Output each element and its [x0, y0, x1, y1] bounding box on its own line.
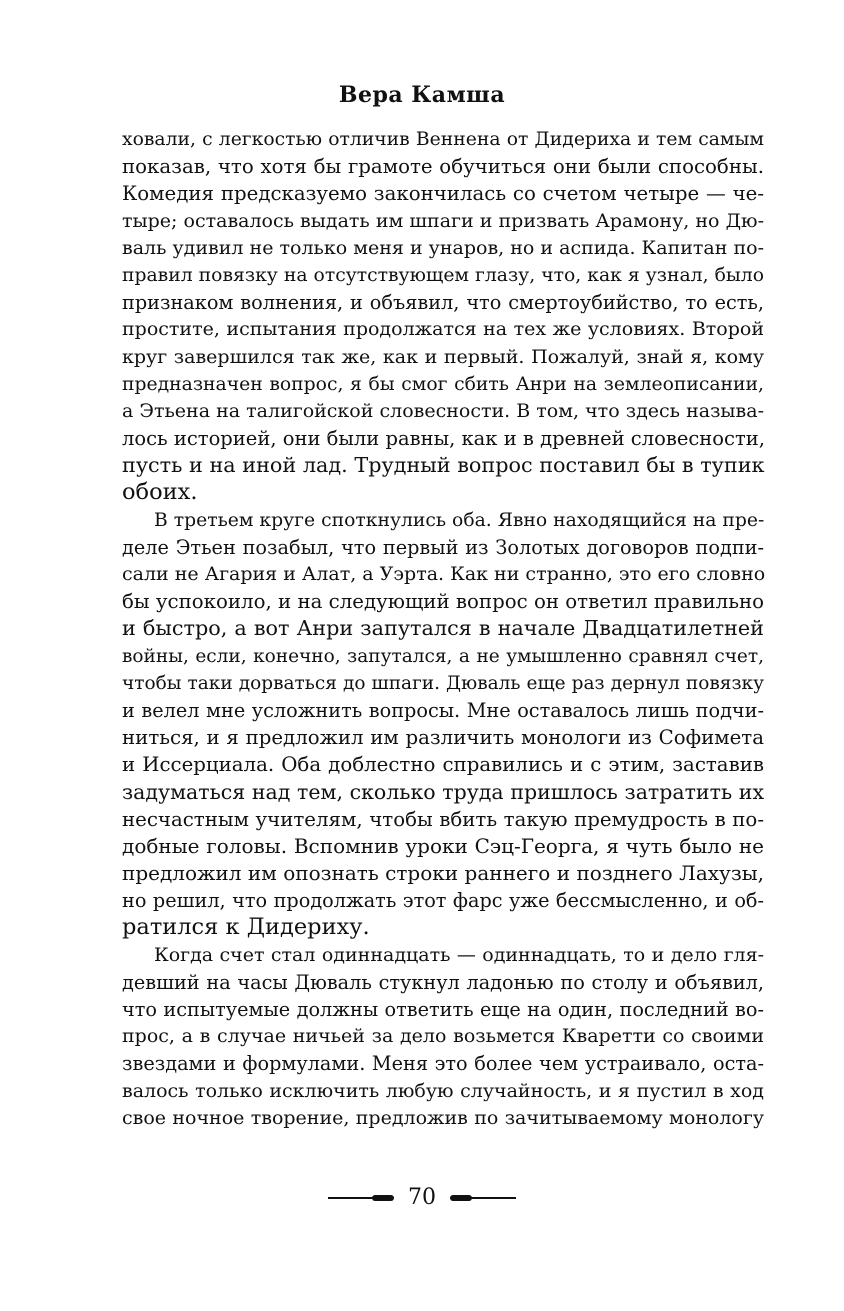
- text-line: В третьем круге споткнулись оба. Явно находящийся на пре-: [154, 509, 765, 531]
- text-line: но решил, что продолжать этот фарс уже бессмысленно, и об-: [122, 889, 764, 913]
- text-line: что испытуемые должны ответить еще на один, последний во-: [122, 998, 764, 1021]
- text-line: Когда счет стал одиннадцать — одиннадцать, то и дело гля-: [154, 943, 764, 966]
- text-line: Комедия предсказуемо закончилась со счетом четыре — че-: [122, 182, 764, 206]
- text-line: круг завершился так же, как и первый. Пожалуй, знай я, кому: [122, 345, 764, 368]
- paragraph: [122, 507, 764, 942]
- text-line: ратился к Дидериху.: [122, 914, 370, 941]
- text-line: девший на часы Дюваль стукнул ладонью по столу и объявил,: [122, 970, 764, 994]
- text-line: чтобы таки дорваться до шпаги. Дюваль еще раз дернул повязку: [122, 672, 764, 694]
- running-head-author: Вера Камша: [338, 82, 506, 108]
- text-line: добные головы. Вспомнив уроки Сэц-Георга, я чуть было не: [122, 833, 764, 858]
- folio-ornament-right: [450, 1195, 516, 1201]
- paragraph: [122, 126, 764, 507]
- text-line: лось историей, они были равны, как и в древней словесности,: [122, 427, 765, 451]
- text-line: тыре; оставалось выдать им шпаги и призвать Арамону, но Дю-: [122, 209, 764, 232]
- text-line: сали не Агария и Алат, а Уэрта. Как ни странно, это его словно: [122, 563, 766, 585]
- text-line: пусть и на иной лад. Трудный вопрос поставил бы в тупик: [122, 453, 765, 478]
- folio-ornament-left: [328, 1195, 394, 1201]
- text-line: несчастным учителям, чтобы вбить такую премудрость в по-: [122, 807, 764, 831]
- text-line: бы успокоило, и на следующий вопрос он ответил правильно: [122, 590, 765, 614]
- page-number: 70: [408, 1185, 436, 1210]
- body-text: [122, 126, 764, 1132]
- text-line: задуматься над тем, сколько труда пришлось затратить их: [122, 779, 764, 804]
- text-line: прос, а в случае ничьей за дело возьмется Кваретти со своими: [122, 1025, 764, 1048]
- text-line: и Иссерциала. Оба доблестно справились и с этим, заставив: [122, 753, 764, 777]
- text-line: и быстро, а вот Анри запутался в начале Двадцатилетней: [122, 616, 764, 641]
- text-line: валось только исключить любую случайность, и я пустил в ход: [122, 1079, 764, 1102]
- text-line: предложил им опознать строки раннего и позднего Лахузы,: [122, 861, 764, 886]
- text-line: а Этьена на талигойской словесности. В том, что здесь называ-: [122, 399, 764, 422]
- text-line: звездами и формулами. Меня это более чем устраивало, оста-: [122, 1052, 764, 1076]
- text-line: простите, испытания продолжатся на тех же условиях. Второй: [122, 318, 764, 341]
- text-line: валь удивил не только меня и унаров, но и аспида. Капитан по-: [122, 236, 764, 259]
- text-line: признаком волнения, и объявил, что смертоубийство, то есть,: [122, 291, 764, 315]
- text-line: войны, если, конечно, запутался, а не умышленно сравнял счет,: [122, 645, 764, 667]
- text-line: деле Этьен позабыл, что первый из Золотых договоров подпи-: [122, 535, 764, 559]
- text-line: предназначен вопрос, я бы смог сбить Анри на землеописании,: [122, 373, 764, 395]
- text-line: показав, что хотя бы грамоте обучиться они были способны.: [122, 155, 764, 179]
- text-line: ховали, с легкостью отличив Веннена от Дидериха и тем самым: [122, 129, 764, 150]
- page-folio: [0, 1186, 844, 1210]
- text-line: правил повязку на отсутствующем глазу, что, как я узнал, было: [122, 264, 764, 286]
- text-line: ниться, и я предложил им различить монологи из Софимета: [122, 726, 764, 750]
- text-line: свое ночное творение, предложив по зачитываемому монологу: [122, 1106, 764, 1129]
- paragraph: [122, 942, 764, 1132]
- text-line: обоих.: [122, 479, 198, 506]
- text-line: и велел мне усложнить вопросы. Мне оставалось лишь подчи-: [122, 698, 764, 722]
